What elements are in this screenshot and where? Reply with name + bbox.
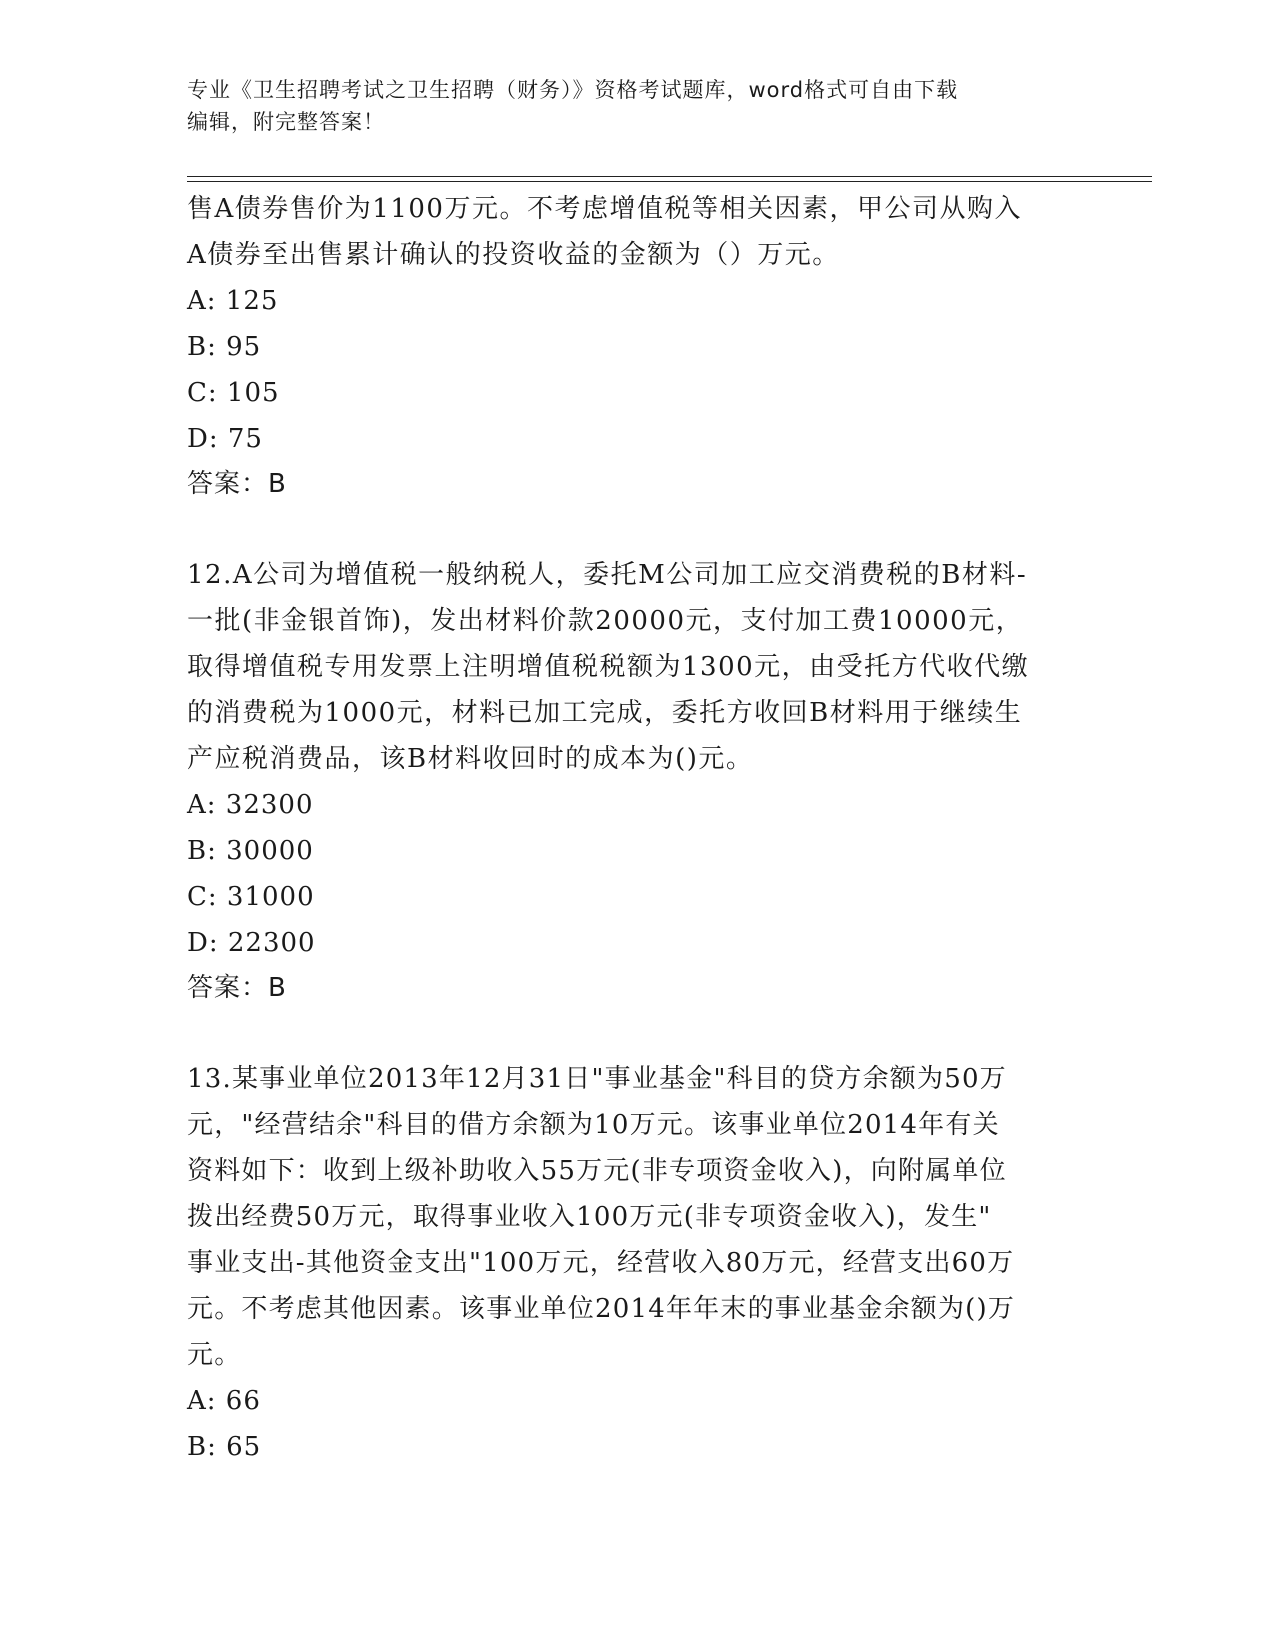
- option-b: B: 30000: [187, 836, 314, 866]
- question-text-line: 元。: [187, 1340, 242, 1370]
- question-13: [187, 1056, 1087, 1470]
- option-b: B: 65: [187, 1432, 262, 1462]
- question-text-line: 取得增值税专用发票上注明增值税税额为1300元，由受托方代收代缴: [187, 652, 1030, 682]
- answer: 答案：B: [187, 973, 287, 1003]
- option-a: A: 66: [187, 1386, 261, 1416]
- header-line-2: 编辑，附完整答案！: [187, 110, 385, 134]
- option-d: D: 22300: [187, 928, 316, 958]
- answer: 答案：B: [187, 469, 287, 499]
- header-line-1: 专业《卫生招聘考试之卫生招聘（财务）》资格考试题库，word格式可自由下载: [187, 78, 959, 102]
- question-text-line: 13.某事业单位2013年12月31日"事业基金"科目的贷方余额为50万: [187, 1064, 1007, 1094]
- question-text-line: 元。不考虑其他因素。该事业单位2014年年末的事业基金余额为()万: [187, 1294, 1016, 1324]
- question-text-line: 拨出经费50万元，取得事业收入100万元(非专项资金收入)，发生": [187, 1202, 992, 1232]
- document-body: [187, 186, 1087, 1470]
- header-rule-bottom: [187, 181, 1152, 182]
- question-text-line: 事业支出-其他资金支出"100万元，经营收入80万元，经营支出60万: [187, 1248, 1015, 1278]
- question-text-line: 售A债券售价为1100万元。不考虑增值税等相关因素，甲公司从购入: [187, 194, 1022, 224]
- question-text-line: 产应税消费品，该B材料收回时的成本为()元。: [187, 744, 754, 774]
- question-text-line: 的消费税为1000元，材料已加工完成，委托方收回B材料用于继续生: [187, 698, 1023, 728]
- question-text-line: 元，"经营结余"科目的借方余额为10万元。该事业单位2014年有关: [187, 1110, 1000, 1140]
- option-a: A: 125: [187, 286, 279, 316]
- question-text-line: 资料如下：收到上级补助收入55万元(非专项资金收入)，向附属单位: [187, 1156, 1007, 1186]
- option-c: C: 31000: [187, 882, 315, 912]
- question-12: [187, 552, 1087, 1010]
- option-a: A: 32300: [187, 790, 314, 820]
- option-d: D: 75: [187, 424, 263, 454]
- question-text-line: 12.A公司为增值税一般纳税人，委托M公司加工应交消费税的B材料-: [187, 560, 1028, 590]
- header-rule-top: [187, 176, 1152, 177]
- option-b: B: 95: [187, 332, 262, 362]
- document-header: [187, 74, 1067, 138]
- question-text-line: 一批(非金银首饰)，发出材料价款20000元，支付加工费10000元，: [187, 606, 1024, 636]
- option-c: C: 105: [187, 378, 280, 408]
- question-text-line: A债券至出售累计确认的投资收益的金额为（）万元。: [187, 240, 840, 270]
- question-11: [187, 186, 1087, 506]
